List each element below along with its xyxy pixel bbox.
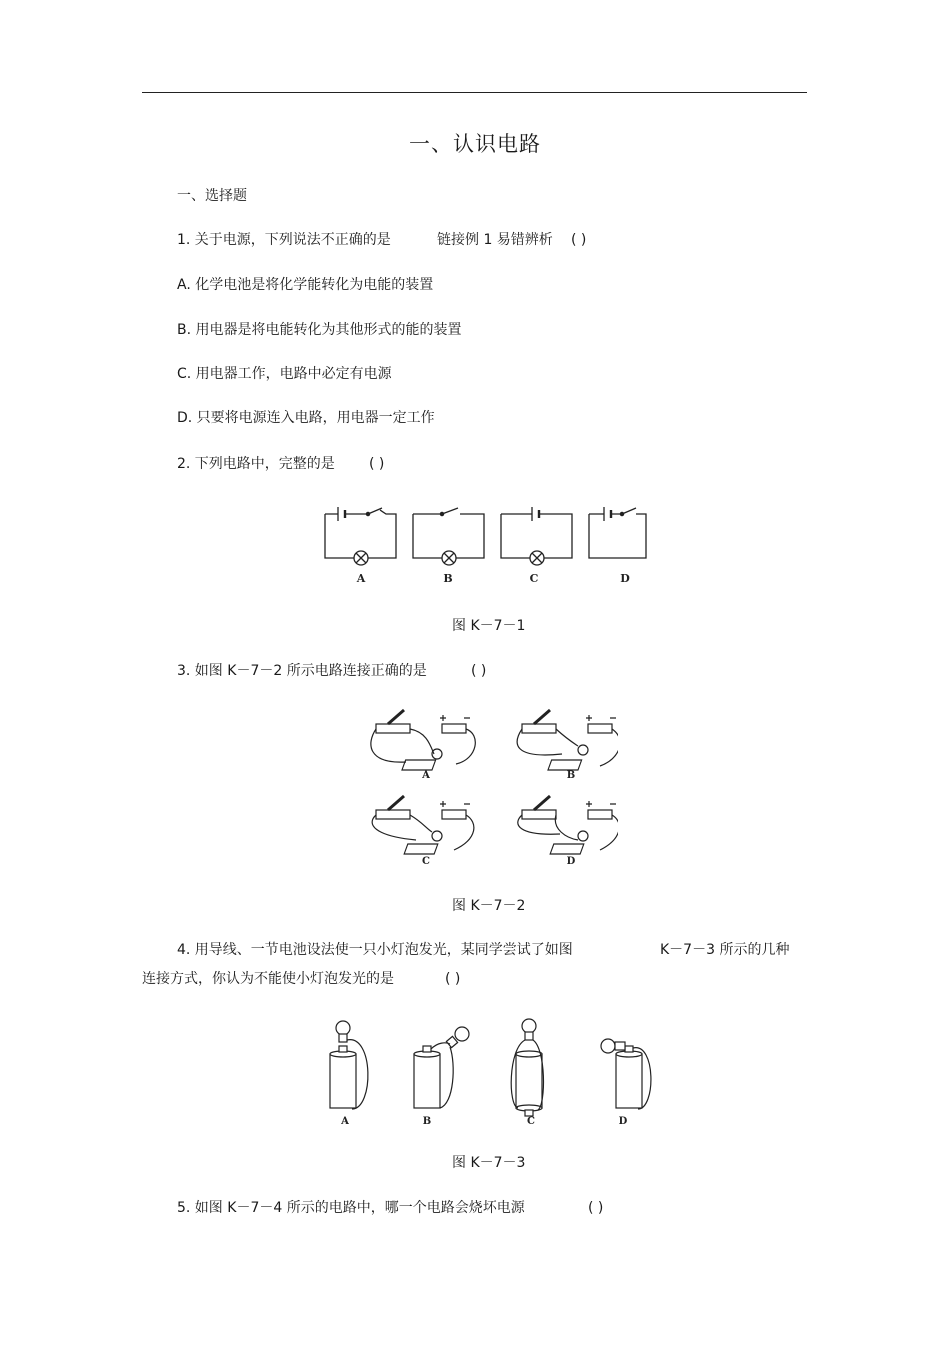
battery-icon — [414, 1054, 440, 1108]
question-1-option-c: C. 用电器工作，电路中必定有电源 — [177, 366, 392, 382]
circuit-a-label: A — [356, 572, 366, 585]
switch-icon — [376, 724, 410, 733]
battery-icon — [330, 1054, 356, 1108]
physical-circuit-d — [518, 796, 618, 854]
question-3-stem: 3. 如图 K－7－2 所示电路连接正确的是 — [177, 663, 427, 679]
battery-bulb-c-label: C — [527, 1116, 535, 1127]
switch-icon — [376, 810, 410, 819]
battery-bulb-a-label: A — [341, 1116, 349, 1127]
battery-icon — [588, 810, 612, 819]
battery-bulb-b-label: B — [422, 1116, 432, 1127]
figure-k-7-3-caption: 图 K－7－3 — [452, 1155, 526, 1171]
battery-icon — [588, 724, 612, 733]
switch-icon — [522, 724, 556, 733]
circuit-b-label: B — [443, 572, 453, 585]
circuit-d-label: D — [620, 572, 630, 585]
battery-icon — [442, 724, 466, 733]
section-heading: 一、选择题 — [177, 188, 247, 204]
question-5-stem: 5. 如图 K－7－4 所示的电路中，哪一个电路会烧坏电源 — [177, 1200, 525, 1216]
circuit-c-label: C — [529, 572, 539, 585]
lamp-holder-icon — [550, 844, 584, 854]
figure-k-7-1-caption: 图 K－7－1 — [452, 618, 526, 634]
bulb-icon — [601, 1039, 615, 1053]
circuit-d — [589, 507, 646, 558]
figure-k-7-2-caption: 图 K－7－2 — [452, 898, 526, 914]
lamp-holder-icon — [548, 760, 582, 770]
circuit-a — [325, 507, 396, 565]
bulb-icon — [432, 831, 442, 841]
question-4-line-1-ref: K－7－3 所示的几种 — [660, 942, 790, 958]
figure-k-7-3 — [322, 1014, 662, 1130]
physical-circuit-c — [372, 796, 474, 854]
switch-icon — [522, 810, 556, 819]
bulb-icon — [578, 745, 588, 755]
question-1-option-a: A. 化学电池是将化学能转化为电能的装置 — [177, 277, 434, 293]
physical-circuit-c-label: C — [422, 856, 430, 867]
question-2-answer-paren: ( ) — [369, 456, 385, 472]
battery-bulb-d — [601, 1039, 651, 1109]
question-1-link: 链接例 1 易错辨析 — [437, 232, 553, 248]
figure-k-7-1 — [318, 500, 666, 590]
battery-icon — [516, 1054, 542, 1108]
battery-bulb-a — [330, 1021, 368, 1109]
physical-circuit-d-label: D — [566, 856, 576, 867]
battery-icon — [616, 1054, 642, 1108]
physical-circuit-b-label: B — [566, 770, 576, 781]
question-5-answer-paren: ( ) — [588, 1200, 604, 1216]
physical-circuit-b — [517, 710, 618, 770]
question-4-line-2: 连接方式，你认为不能使小灯泡发光的是 — [142, 971, 394, 987]
physical-circuit-a-label: A — [422, 770, 430, 781]
circuit-b — [413, 508, 484, 565]
header-rule — [142, 92, 807, 93]
lamp-holder-icon — [402, 760, 436, 770]
question-1-stem: 1. 关于电源，下列说法不正确的是 — [177, 232, 391, 248]
question-4-line-1: 4. 用导线、一节电池设法使一只小灯泡发光，某同学尝试了如图 — [177, 942, 573, 958]
bulb-icon — [336, 1021, 350, 1035]
circuit-c — [501, 507, 572, 565]
figure-k-7-2 — [366, 704, 618, 870]
question-4-answer-paren: ( ) — [445, 971, 461, 987]
battery-icon — [442, 810, 466, 819]
lamp-holder-icon — [404, 844, 438, 854]
question-1-answer-paren: ( ) — [571, 232, 587, 248]
battery-bulb-d-label: D — [618, 1116, 628, 1127]
page-title: 一、认识电路 — [409, 132, 541, 156]
bulb-icon — [455, 1027, 469, 1041]
question-2-stem: 2. 下列电路中，完整的是 — [177, 456, 335, 472]
physical-circuit-a — [371, 710, 475, 770]
question-1-option-d: D. 只要将电源连入电路，用电器一定工作 — [177, 410, 435, 426]
question-1-option-b: B. 用电器是将电能转化为其他形式的能的装置 — [177, 322, 462, 338]
question-3-answer-paren: ( ) — [471, 663, 487, 679]
bulb-icon — [522, 1019, 536, 1033]
battery-bulb-b — [414, 1027, 469, 1108]
battery-bulb-c — [511, 1019, 543, 1116]
bulb-icon — [578, 831, 588, 841]
